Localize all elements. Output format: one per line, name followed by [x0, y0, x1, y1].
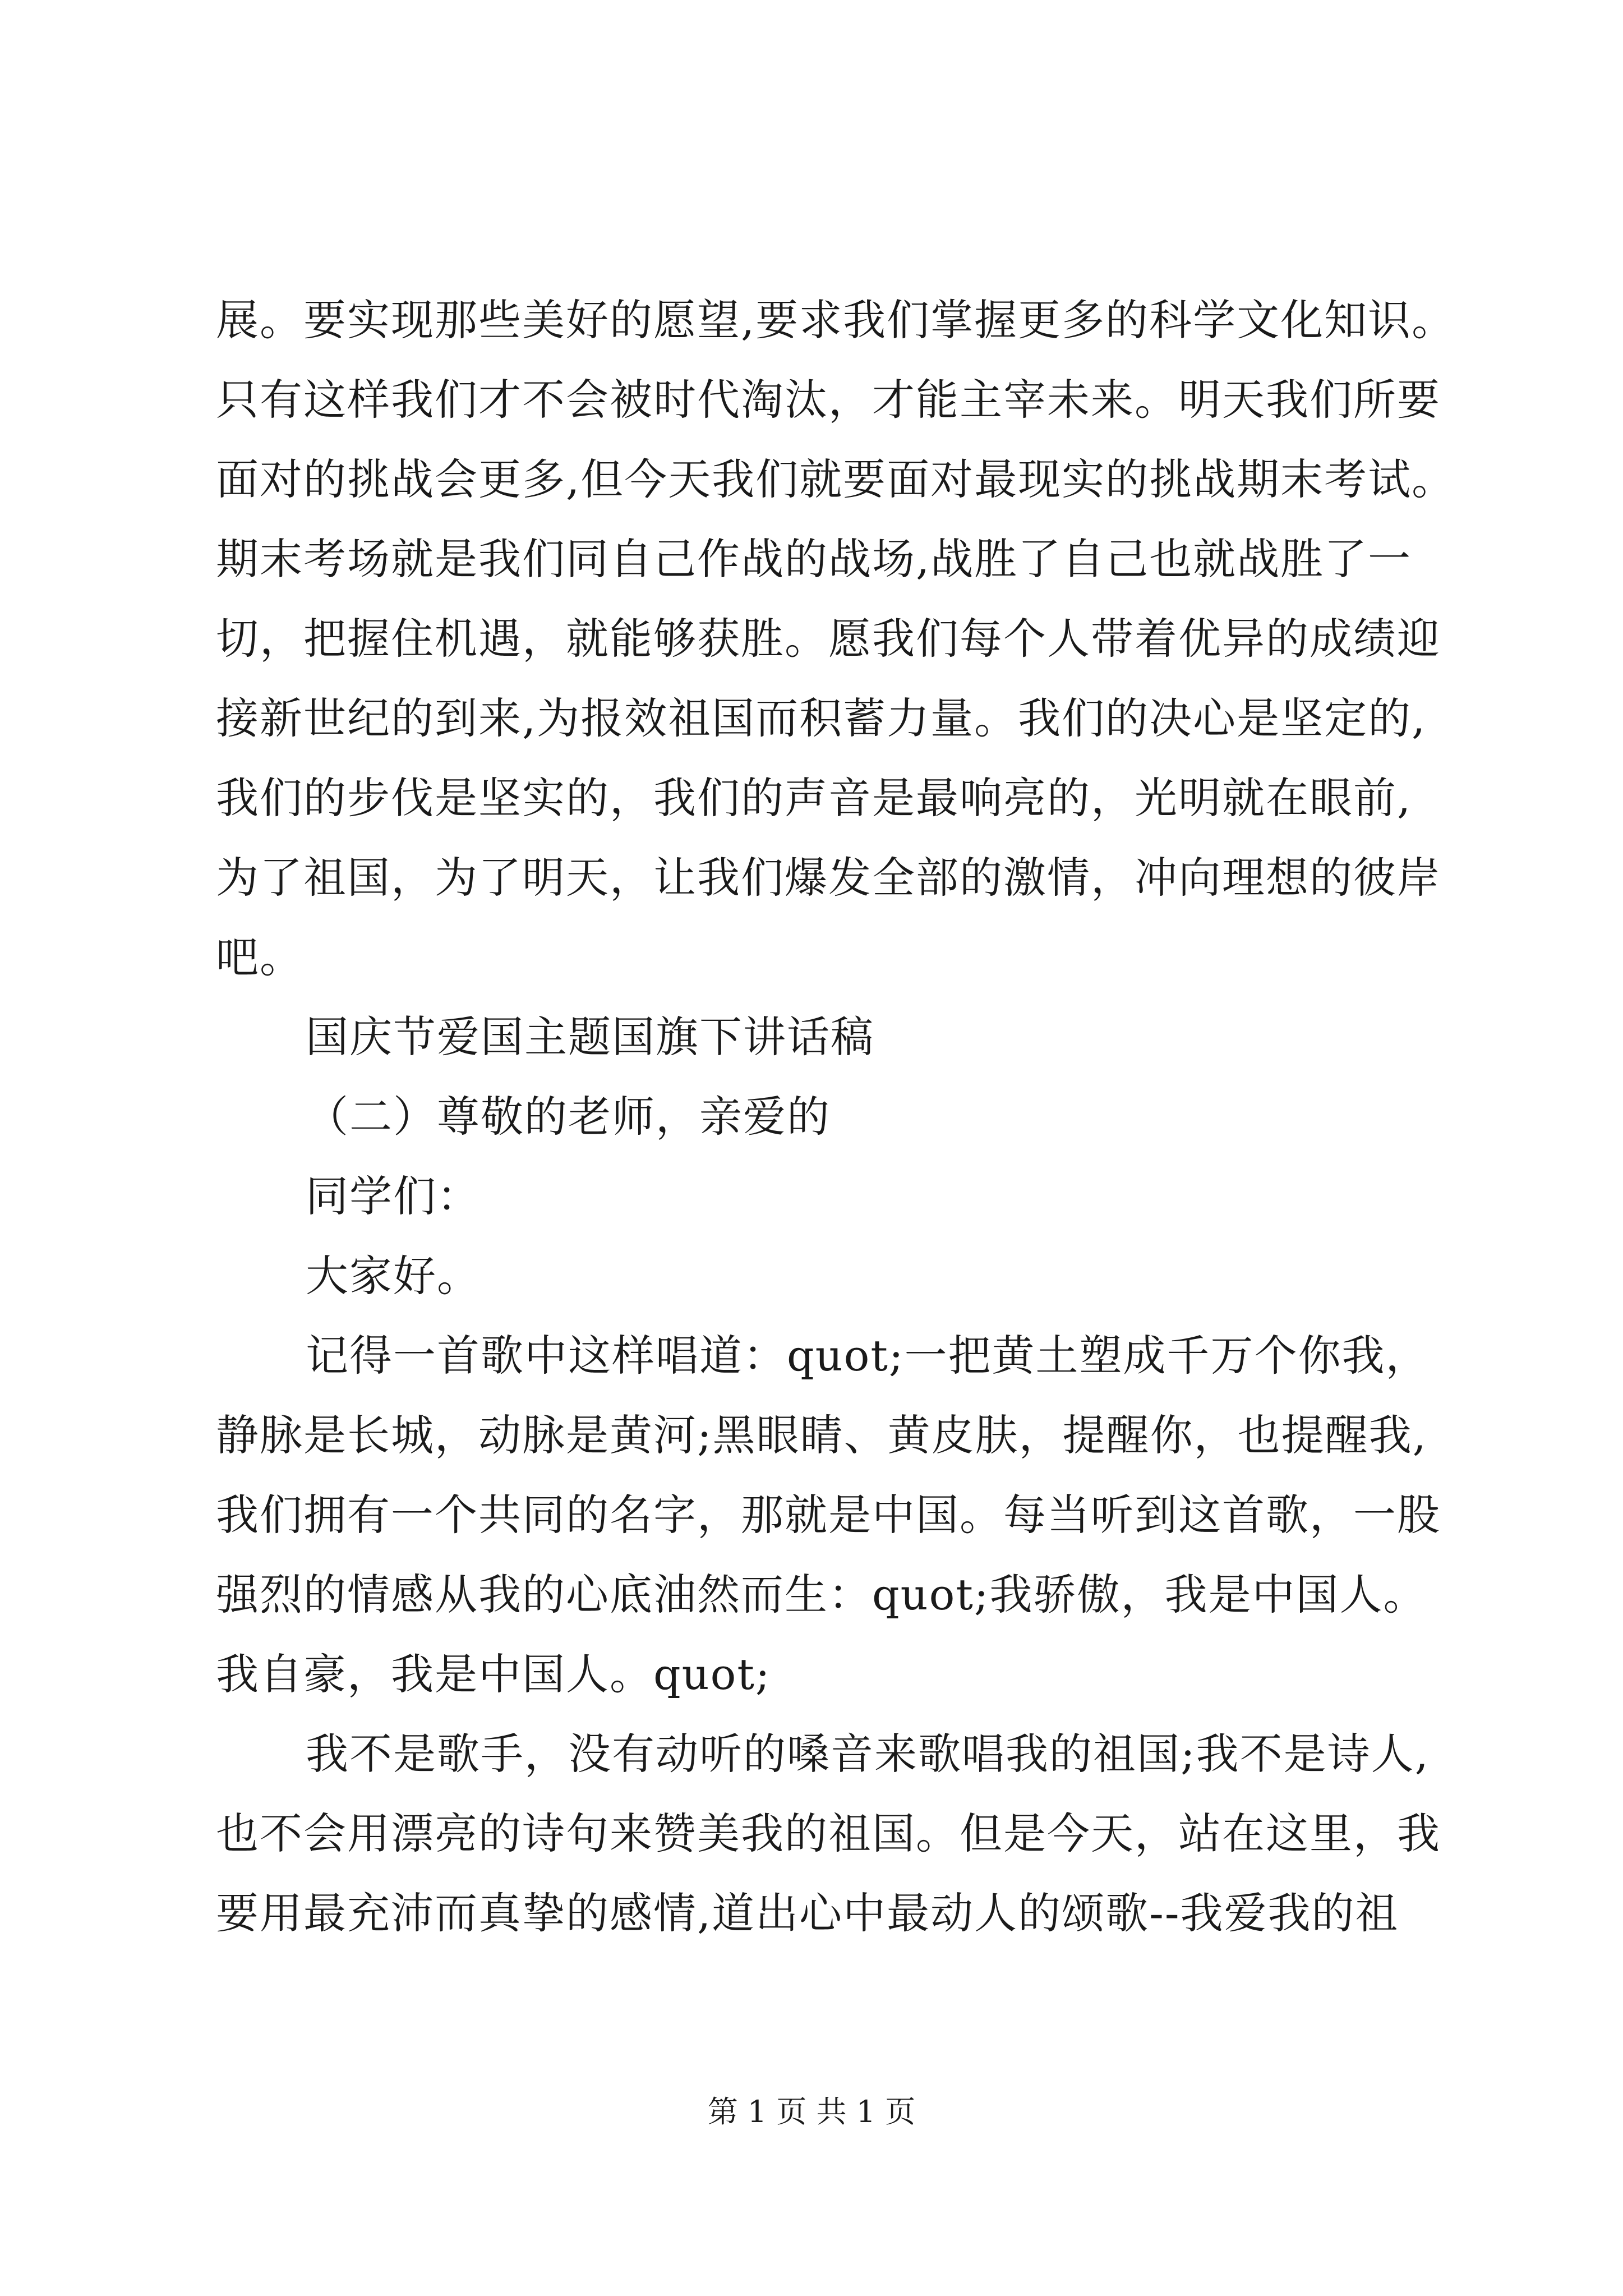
text-line: 强烈的情感从我的心底油然而生：quot;我骄傲，我是中国人。 — [216, 1570, 1427, 1619]
text-line: 接新世纪的到来,为报效祖国而积蓄力量。我们的决心是坚定的, — [216, 693, 1427, 743]
page-number-label: 第 1 页 共 1 页 — [707, 2094, 916, 2129]
text-line: 也不会用漂亮的诗句来赞美我的祖国。但是今天，站在这里，我 — [216, 1809, 1441, 1858]
text-line: 我不是歌手，没有动听的嗓音来歌唱我的祖国;我不是诗人, — [306, 1729, 1430, 1779]
document-body — [216, 280, 1506, 1953]
text-line: 大家好。 — [306, 1251, 481, 1301]
text-line: 面对的挑战会更多,但今天我们就要面对最现实的挑战期末考试。 — [216, 454, 1456, 504]
text-line: 要用最充沛而真挚的感情,道出心中最动人的颂歌--我爱我的祖 — [216, 1888, 1399, 1938]
text-line: 期末考场就是我们同自己作战的战场,战胜了自己也就战胜了一 — [216, 534, 1412, 584]
text-line: 记得一首歌中这样唱道：quot;一把黄土塑成千万个你我， — [306, 1331, 1430, 1381]
text-line: 展。要实现那些美好的愿望,要求我们掌握更多的科学文化知识。 — [216, 295, 1456, 345]
text-line: 我自豪，我是中国人。quot; — [216, 1649, 771, 1699]
text-line: 静脉是长城，动脉是黄河;黑眼睛、黄皮肤，提醒你，也提醒我, — [216, 1410, 1427, 1460]
text-line: 我们拥有一个共同的名字，那就是中国。每当听到这首歌，一股 — [216, 1490, 1441, 1540]
text-line: 同学们： — [306, 1171, 481, 1221]
text-line: 切，把握住机遇，就能够获胜。愿我们每个人带着优异的成绩迎 — [216, 614, 1441, 664]
heading-line: 国庆节爱国主题国旗下讲话稿 — [306, 1012, 874, 1062]
text-line: 我们的步伐是坚实的，我们的声音是最响亮的，光明就在眼前, — [216, 773, 1412, 823]
text-line: 为了祖国，为了明天，让我们爆发全部的激情，冲向理想的彼岸 — [216, 853, 1441, 903]
text-line: 只有这样我们才不会被时代淘汰，才能主宰未来。明天我们所要 — [216, 375, 1441, 425]
text-line: （二）尊敬的老师，亲爱的 — [306, 1092, 831, 1142]
page-footer — [0, 2090, 1623, 2134]
text-line: 吧。 — [216, 932, 303, 982]
